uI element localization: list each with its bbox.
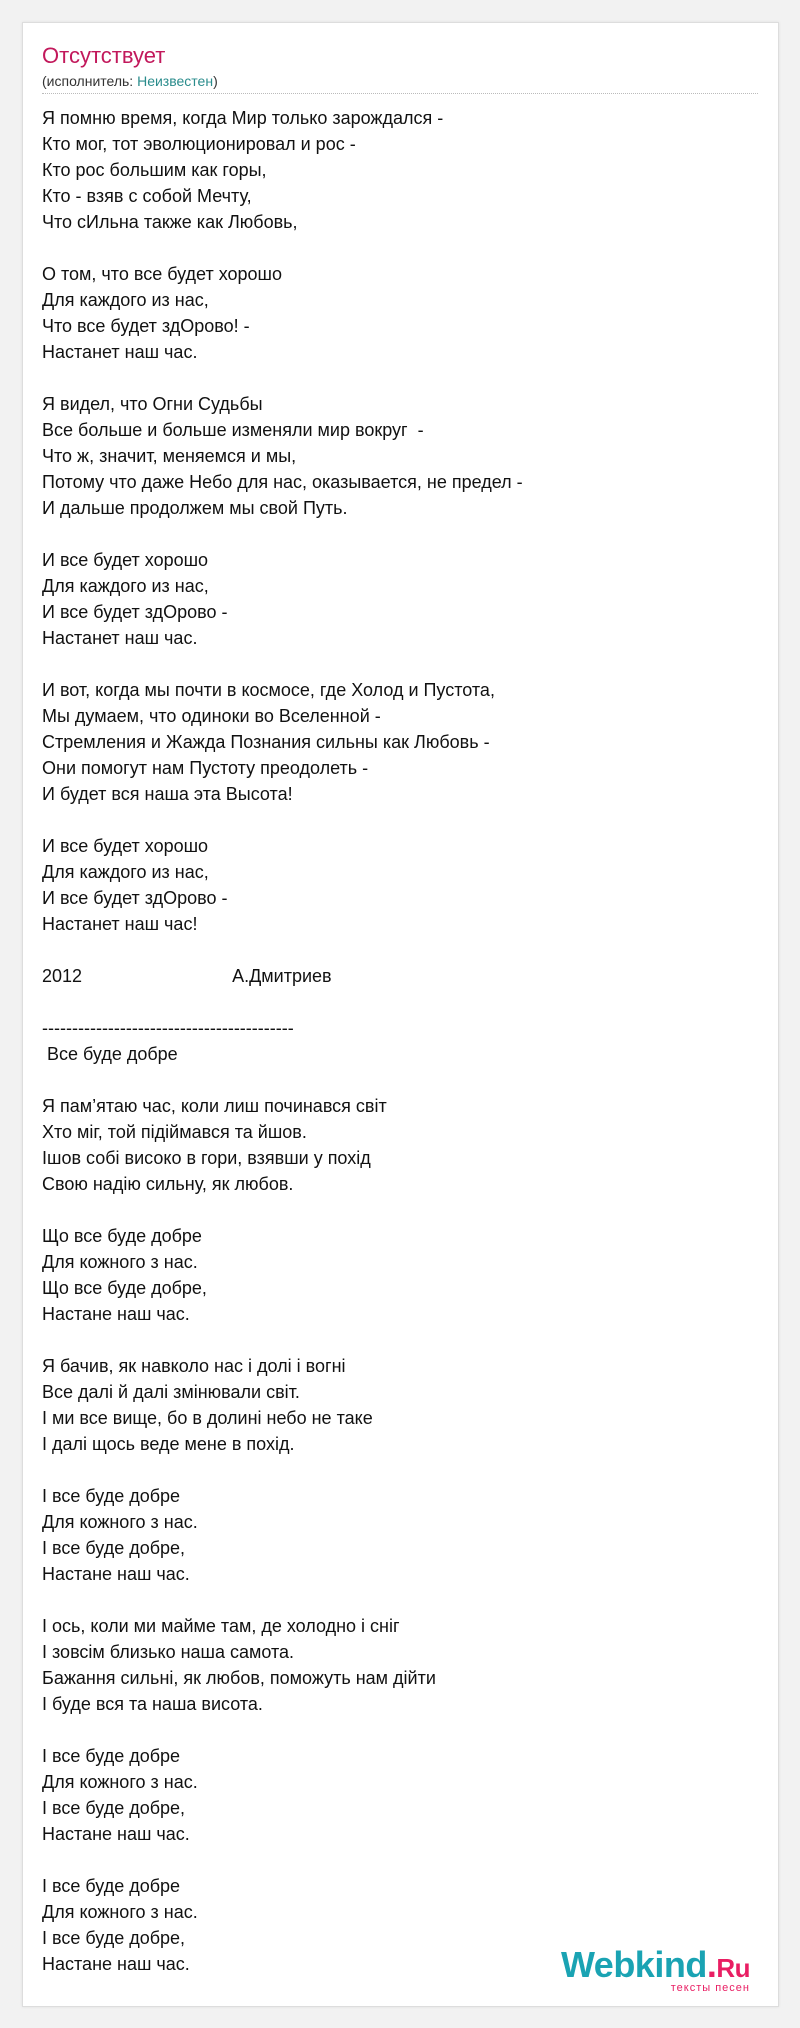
lyric-line: Я помню время, когда Мир только зарождался - (42, 108, 444, 128)
lyric-line: Для каждого из нас, (42, 862, 209, 882)
lyric-line: Что ж, значит, меняемся и мы, (42, 446, 297, 466)
lyric-line (42, 1717, 762, 1743)
lyric-line: І ми все вище, бо в долині небо не таке (42, 1408, 373, 1428)
lyric-line: І все буде добре (42, 1746, 181, 1766)
lyric-line: Потому что даже Небо для нас, оказывается, не предел - (42, 472, 523, 492)
logo-tld: Ru (716, 1953, 750, 1983)
lyric-line: Все буде добре (42, 1044, 178, 1064)
lyric-line: И дальше продолжем мы свой Путь. (42, 498, 348, 518)
lyric-line: 2012 А.Дмитриев (42, 966, 332, 986)
lyric-line: Стремления и Жажда Познания сильны как Любовь - (42, 732, 490, 752)
lyric-line (42, 807, 762, 833)
lyric-line: Настане наш час. (42, 1954, 190, 1974)
artist-link[interactable]: Неизвестен (137, 73, 214, 89)
logo-brand: Webkind (560, 1944, 707, 1985)
lyric-line: И все будет хорошо (42, 550, 209, 570)
lyric-line (42, 937, 762, 963)
logo-wordmark: Webkind.Ru (560, 1944, 750, 1985)
lyric-line: І далі щось веде мене в похід. (42, 1434, 295, 1454)
lyric-line: Для каждого из нас, (42, 290, 209, 310)
lyric-line: Настане наш час. (42, 1824, 190, 1844)
lyric-line: Настане наш час. (42, 1304, 190, 1324)
lyric-line: Що все буде добре, (42, 1278, 207, 1298)
lyric-line (42, 1587, 762, 1613)
lyric-line: Я пам’ятаю час, коли лиш починався світ (42, 1096, 387, 1116)
lyric-line: Для кожного з нас. (42, 1902, 198, 1922)
lyric-line: Кто рос большим как горы, (42, 160, 267, 180)
lyric-line: ------------------------------------------ (42, 1018, 294, 1038)
lyric-line: Мы думаем, что одиноки во Вселенной - (42, 706, 381, 726)
lyric-line (42, 989, 762, 1015)
lyric-line: Все больше и больше изменяли мир вокруг - (42, 420, 424, 440)
lyric-line: Ішов собі високо в гори, взявши у похід (42, 1148, 371, 1168)
lyric-line: Для каждого из нас, (42, 576, 209, 596)
lyric-line: И все будет здОрово - (42, 888, 228, 908)
lyric-line: Они помогут нам Пустоту преодолеть - (42, 758, 369, 778)
lyric-line (42, 1457, 762, 1483)
lyric-line: И все будет хорошо (42, 836, 209, 856)
lyric-line: Все далі й далі змінювали світ. (42, 1382, 300, 1402)
lyric-line: Кто мог, тот эволюционировал и рос - (42, 134, 356, 154)
lyric-line: І буде вся та наша висота. (42, 1694, 263, 1714)
lyric-line: И все будет здОрово - (42, 602, 228, 622)
artist-line (42, 73, 218, 89)
lyric-line (42, 521, 762, 547)
lyric-line: Настане наш час. (42, 1564, 190, 1584)
lyric-line: Я бачив, як навколо нас і долі і вогні (42, 1356, 346, 1376)
lyric-line: Что все будет здОрово! - (42, 316, 250, 336)
lyric-line: І зовсім близько наша самота. (42, 1642, 295, 1662)
lyric-line: Хто міг, той підіймався та йшов. (42, 1122, 307, 1142)
lyric-line (42, 365, 762, 391)
lyric-line: І все буде добре, (42, 1798, 186, 1818)
logo-tagline: тексты песен (670, 1982, 750, 1994)
lyric-line (42, 1327, 762, 1353)
title-divider (42, 93, 758, 94)
lyric-line: Свою надію сильну, як любов. (42, 1174, 294, 1194)
lyric-line: О том, что все будет хорошо (42, 264, 282, 284)
lyric-line: І ось, коли ми майме там, де холодно і сніг (42, 1616, 400, 1636)
lyric-line: Настанет наш час. (42, 342, 198, 362)
lyric-line: Для кожного з нас. (42, 1772, 198, 1792)
lyric-line: Настанет наш час! (42, 914, 198, 934)
lyric-line: Що все буде добре (42, 1226, 202, 1246)
lyrics-body (42, 105, 762, 1977)
lyric-line: І все буде добре, (42, 1928, 186, 1948)
lyric-line: Для кожного з нас. (42, 1512, 198, 1532)
lyric-line: Кто - взяв с собой Мечту, (42, 186, 252, 206)
lyric-line (42, 1197, 762, 1223)
artist-suffix: ) (213, 73, 218, 89)
lyric-line (42, 235, 762, 261)
lyric-line: І все буде добре (42, 1876, 181, 1896)
lyric-line: Я видел, что Огни Судьбы (42, 394, 263, 414)
lyric-line (42, 1847, 762, 1873)
lyric-line: І все буде добре, (42, 1538, 186, 1558)
webkind-logo (561, 1945, 750, 1994)
lyric-line: И будет вся наша эта Высота! (42, 784, 293, 804)
lyric-line: Бажання сильні, як любов, поможуть нам дійти (42, 1668, 436, 1688)
lyric-line (42, 651, 762, 677)
lyric-line: Что сИльна также как Любовь, (42, 212, 298, 232)
lyric-line: І все буде добре (42, 1486, 181, 1506)
artist-prefix: (исполнитель: (42, 73, 138, 89)
lyric-line: Для кожного з нас. (42, 1252, 198, 1272)
lyric-line: И вот, когда мы почти в космосе, где Холод и Пустота, (42, 680, 495, 700)
lyric-line: Настанет наш час. (42, 628, 198, 648)
lyrics-card (22, 22, 779, 2007)
song-title: Отсутствует (42, 43, 166, 68)
lyric-line (42, 1067, 762, 1093)
